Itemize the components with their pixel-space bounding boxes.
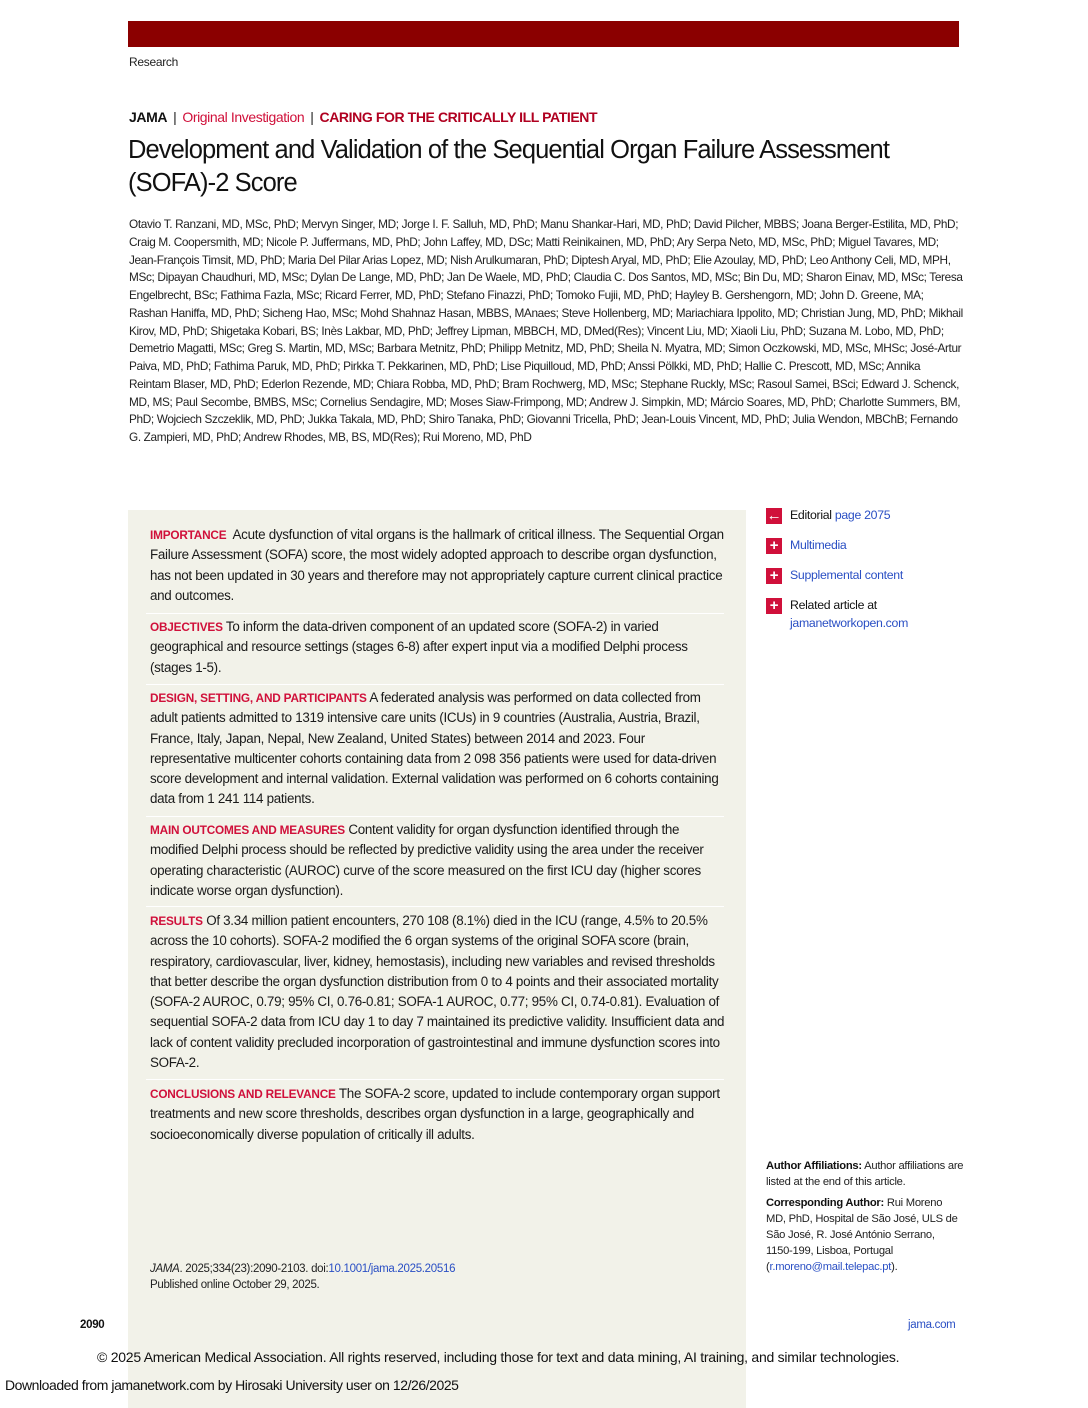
author-affiliations [766, 1158, 964, 1190]
plus-icon: + [766, 568, 782, 584]
abstract-results [150, 911, 725, 1073]
abstract-main-outcomes [150, 820, 725, 901]
copyright-notice: © 2025 American Medical Association. All rights reserved, including those for text and data mining, AI training, and similar technologies. [97, 1349, 900, 1365]
abstract-heading: DESIGN, SETTING, AND PARTICIPANTS [150, 691, 367, 705]
page-number: 2090 [80, 1319, 105, 1331]
section-divider [146, 906, 724, 907]
abstract-objectives [150, 617, 725, 678]
multimedia-link[interactable]: Multimedia [790, 538, 847, 552]
header-color-bar [128, 21, 959, 47]
sidebar-related-article[interactable] [766, 596, 966, 632]
corresponding-text: Rui Moreno MD, PhD, Hospital de São José, ULS de São José, R. José António Serrano, 1150-199, Lisboa, Portugal ( [766, 1197, 958, 1273]
abstract-heading: MAIN OUTCOMES AND MEASURES [150, 823, 345, 837]
article-type: Original Investigation [182, 109, 305, 125]
citation-journal: JAMA [150, 1263, 180, 1275]
section-divider [146, 816, 724, 817]
sidebar-supplemental[interactable] [766, 566, 966, 584]
sidebar-links [766, 506, 966, 644]
abstract-heading: IMPORTANCE [150, 528, 227, 542]
corresponding-author [766, 1195, 964, 1275]
related-article-link[interactable]: jamanetworkopen.com [790, 616, 909, 630]
abstract-text: The SOFA-2 score, updated to include contemporary organ support treatments and new score thresholds, describes organ dysfunction in a large, geographically and socioeconomically diverse population of critically ill adults. [150, 1086, 720, 1142]
sidebar-editorial[interactable] [766, 506, 966, 524]
corresponding-email-link[interactable]: r.moreno@mail.telepac.pt [769, 1261, 892, 1273]
article-kicker [129, 109, 597, 125]
download-note: Downloaded from jamanetwork.com by Hirosaki University user on 12/26/2025 [5, 1377, 459, 1393]
published-date: Published online October 29, 2025. [150, 1279, 320, 1291]
affiliations-text: Author affiliations are listed at the end of this article. [766, 1160, 964, 1188]
sidebar-label: Related article at [790, 598, 877, 612]
abstract-heading: RESULTS [150, 914, 203, 928]
abstract-text: Content validity for organ dysfunction identified through the modified Delphi process should be reflected by predictive validity using the area under the receiver operating characteristic (AUROC) curve of the score measured on the first ICU day (higher scores indicate worse organ dysfunction). [150, 822, 704, 898]
author-list: Otavio T. Ranzani, MD, MSc, PhD; Mervyn Singer, MD; Jorge I. F. Salluh, MD, PhD; Manu Shankar-Hari, MD, PhD; David Pilcher, MBBS; Joana Berger-Estilita, MD, PhD; Craig M. Coopersmith, MD; Nicole P. Juffermans, MD, PhD; John Laffey, MD, DSc; Matti Reinikainen, MD, PhD; Ary Serpa Neto, MD, MSc, PhD; Miguel Tavares, MD; Jean-François Timsit, MD, PhD; Maria Del Pilar Arias Lopez, MD; Nish Arulkumaran, PhD; Diptesh Aryal, MD, PhD; Elie Azoulay, MD, PhD; Leo Anthony Celi, MD, MPH, MSc; Dipayan Chaudhuri, MD, MSc; Dylan De Lange, MD, PhD; Jan De Waele, MD, PhD; Claudia C. Dos Santos, MD, MSc; Bin Du, MD; Sharon Einav, MD, MSc; Teresa Engelbrecht, BSc; Fathima Fazla, MSc; Ricard Ferrer, MD, PhD; Stefano Finazzi, PhD; Tomoko Fujii, MD, PhD; Hayley B. Gershengorn, MD; John D. Greene, MA; Rashan Haniffa, MD, PhD; Sicheng Hao, MSc; Mohd Shahnaz Hasan, MBBS, MAnaes; Steve Hollenberg, MD; Mariachiara Ippolito, MD; Christian Jung, MD, PhD; Mikhail Kirov, MD, PhD; Shigetaka Kobari, BS; Inès Lakbar, MD, PhD; Jeffrey Lipman, MBBCH, MD, DMed(Res); Vincent Liu, MD; Xiaoli Liu, PhD; Suzana M. Lobo, MD, PhD; Demetrio Magatti, MSc; Greg S. Martin, MD, MSc; Barbara Metnitz, PhD; Philipp Metnitz, MD, PhD; Sheila N. Myatra, MD; Simon Oczkowski, MD, MSc, MHSc; José-Artur Paiva, MD, PhD; Fathima Paruk, MD, PhD; Pirkka T. Pekkarinen, MD, PhD; Lise Piquilloud, MD, PhD; Anssi Pölkki, MD, PhD; Hallie C. Prescott, MD, MSc; Annika Reintam Blaser, MD, PhD; Ederlon Rezende, MD; Chiara Robba, MD, PhD; Bram Rochwerg, MD, MSc; Stephane Ruckly, MSc; Rasoul Samei, BSci; Edward J. Schenck, MD, MS; Paul Secombe, BMBS, MSc; Cornelius Sendagire, MD; Moses Siaw-Frimpong, MD; Andrew J. Simpkin, MD; Márcio Soares, MD, PhD; Charlotte Summers, BM, PhD; Wojciech Szczeklik, MD, PhD; Jukka Takala, MD, PhD; Shiro Tanaka, PhD; Giovanni Tricella, PhD; Jean-Louis Vincent, MD, PhD; Julia Wendon, MBChB; Fernando G. Zampieri, MD, PhD; Andrew Rhodes, MB, BS, MD(Res); Rui Moreno, MD, PhD [129, 217, 963, 444]
kicker-separator: | [310, 109, 314, 125]
supplemental-content-link[interactable]: Supplemental content [790, 568, 903, 582]
corresponding-label: Corresponding Author: [766, 1197, 885, 1209]
abstract-text: Acute dysfunction of vital organs is the hallmark of critical illness. The Sequential Organ Failure Assessment (SOFA) score, the most widely adopted approach to describe organ dysfunction, has not been updated in 30 years and therefore may not appropriately capture current clinical practice and outcomes. [150, 527, 724, 603]
abstract-heading: OBJECTIVES [150, 620, 223, 634]
plus-icon: + [766, 538, 782, 554]
plus-icon: + [766, 598, 782, 614]
corresponding-end: ). [891, 1261, 898, 1273]
abstract-design [150, 688, 725, 810]
sidebar-label: Editorial [790, 508, 832, 522]
kicker-separator: | [173, 109, 177, 125]
arrow-left-icon: ← [766, 507, 782, 524]
abstract-conclusions [150, 1084, 725, 1145]
citation-reference: . 2025;334(23):2090-2103. doi: [179, 1263, 329, 1275]
section-label: Research [129, 55, 178, 69]
citation [150, 1261, 455, 1293]
doi-link[interactable]: 10.1001/jama.2025.20516 [328, 1263, 456, 1275]
section-divider [146, 684, 724, 685]
abstract-text: To inform the data-driven component of an updated score (SOFA-2) in varied geographical and resource settings (stages 6-8) after expert input via a modified Delphi process (stages 1-5). [150, 619, 688, 675]
author-info [766, 1158, 964, 1280]
abstract-text: A federated analysis was performed on data collected from adult patients admitted to 1319 intensive care units (ICUs) in 9 countries (Australia, Austria, Brazil, France, Italy, Japan, Nepal, New Zealand, United States) between 2014 and 2023. Four representative multicenter cohorts containing data from 2 098 356 patients were used for data-driven score development and internal validation. External validation was performed on 6 cohorts containing data from 1 241 114 patients. [150, 690, 719, 807]
abstract-text: Of 3.34 million patient encounters, 270 108 (8.1%) died in the ICU (range, 4.5% to 20.5% across the 10 cohorts). SOFA-2 modified the 6 organ systems of the original SOFA score (brain, respiratory, cardiovascular, liver, kidney, hemostasis), including new variables and revised thresholds that better describe the organ dysfunction distribution from 0 to 4 points and their associated mortality (SOFA-2 AUROC, 0.79; 95% CI, 0.76-0.81; SOFA-1 AUROC, 0.77; 95% CI, 0.74-0.81). Evaluation of sequential SOFA-2 data from ICU day 1 to day 7 maintained its predictive validity. Insufficient data and lack of content validity precluded incorporation of gastrointestinal and immune dysfunction scores into SOFA-2. [150, 913, 725, 1071]
abstract-heading: CONCLUSIONS AND RELEVANCE [150, 1087, 336, 1101]
section-divider [146, 1079, 724, 1080]
affiliations-label: Author Affiliations: [766, 1160, 862, 1172]
site-link[interactable]: jama.com [908, 1319, 956, 1331]
sidebar-multimedia[interactable] [766, 536, 966, 554]
abstract-importance [150, 525, 725, 606]
section-divider [146, 613, 724, 614]
editorial-page-link[interactable]: page 2075 [834, 508, 891, 522]
journal-name: JAMA [129, 109, 168, 125]
article-title: Development and Validation of the Sequential Organ Failure Assessment (SOFA)-2 Score [128, 136, 889, 197]
article-series: CARING FOR THE CRITICALLY ILL PATIENT [319, 109, 598, 125]
citation-line [150, 1261, 455, 1277]
